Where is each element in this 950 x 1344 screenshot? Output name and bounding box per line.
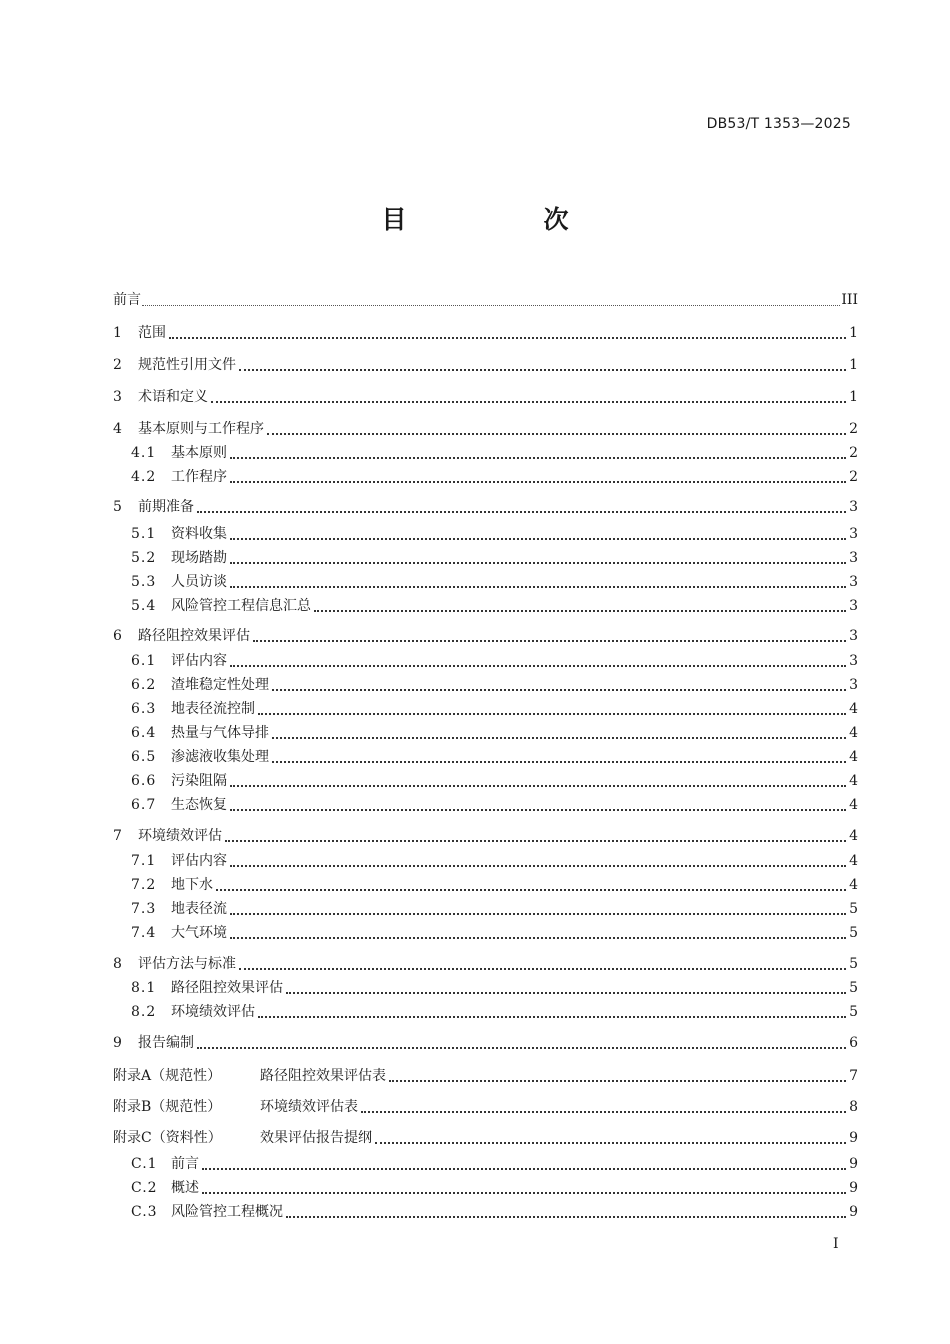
toc-entry-page: 5 — [849, 925, 858, 941]
toc-entry-label: 污染阻隔 — [171, 773, 227, 789]
toc-entry-label: 风险管控工程概况 — [171, 1204, 283, 1220]
toc-dot-leader — [389, 1080, 846, 1082]
toc-entry-page: III — [841, 292, 858, 308]
toc-entry-page: 2 — [849, 421, 858, 437]
toc-dot-leader — [230, 809, 846, 811]
toc-entry-label: 评估方法与标准 — [138, 956, 236, 972]
toc-entry-number: 4 — [113, 421, 122, 437]
toc-entry-page: 4 — [849, 725, 858, 741]
toc-entry[interactable] — [131, 675, 858, 695]
toc-dot-leader — [375, 1142, 846, 1144]
toc-entry-number: 6.6 — [131, 773, 157, 789]
toc-entry-label: 风险管控工程信息汇总 — [171, 598, 311, 614]
toc-dot-leader — [230, 562, 846, 564]
toc-entry-number: 2 — [113, 357, 122, 373]
toc-dot-leader — [169, 337, 846, 339]
toc-entry-page: 5 — [849, 1004, 858, 1020]
toc-entry-number: 7.4 — [131, 925, 157, 941]
toc-entry[interactable] — [113, 1128, 858, 1148]
toc-dot-leader — [230, 457, 846, 459]
toc-entry-page: 3 — [849, 677, 858, 693]
toc-entry-number: 7.1 — [131, 853, 157, 869]
toc-entry-number: 附录B（规范性） — [113, 1099, 222, 1115]
page-number: I — [833, 1236, 839, 1252]
page-title: 目 次 — [381, 205, 625, 234]
toc-entry-page: 3 — [849, 550, 858, 566]
toc-dot-leader — [230, 665, 846, 667]
toc-dot-leader — [211, 401, 846, 403]
toc-dot-leader — [258, 1016, 846, 1018]
toc-entry-number: 6.1 — [131, 653, 157, 669]
toc-entry-page: 1 — [849, 357, 858, 373]
toc-entry-page: 4 — [849, 773, 858, 789]
toc-entry-label: 渗滤液收集处理 — [171, 749, 269, 765]
toc-entry[interactable] — [131, 524, 858, 544]
toc-entry[interactable] — [131, 548, 858, 568]
toc-entry-label: 前言 — [171, 1156, 199, 1172]
toc-entry-label: 渣堆稳定性处理 — [171, 677, 269, 693]
toc-entry-page: 9 — [849, 1130, 858, 1146]
toc-entry[interactable] — [113, 826, 858, 846]
toc-entry[interactable] — [131, 1202, 858, 1222]
toc-entry-number: 6.3 — [131, 701, 157, 717]
toc-entry-number: 附录A（规范性） — [113, 1068, 222, 1084]
toc-dot-leader — [286, 1216, 846, 1218]
toc-entry-label: 前言 — [113, 292, 141, 308]
toc-entry[interactable] — [131, 747, 858, 767]
toc-entry-number: C.1 — [131, 1156, 158, 1172]
toc-entry-label: 现场踏勘 — [171, 550, 227, 566]
toc-dot-leader — [230, 586, 846, 588]
toc-entry-page: 9 — [849, 1156, 858, 1172]
toc-entry[interactable] — [131, 1178, 858, 1198]
toc-dot-leader — [267, 433, 846, 435]
toc-dot-leader — [253, 640, 846, 642]
toc-entry-page: 6 — [849, 1035, 858, 1051]
toc-entry-number: 4.2 — [131, 469, 157, 485]
toc-entry-page: 3 — [849, 653, 858, 669]
toc-entry-page: 4 — [849, 828, 858, 844]
toc-dot-leader — [314, 610, 846, 612]
toc-entry-label: 前期准备 — [138, 499, 194, 515]
toc-entry-label: 基本原则与工作程序 — [138, 421, 264, 437]
toc-entry[interactable] — [131, 923, 858, 943]
toc-entry-number: 5.3 — [131, 574, 157, 590]
toc-entry-label: 环境绩效评估 — [138, 828, 222, 844]
toc-entry-label: 热量与气体导排 — [171, 725, 269, 741]
toc-entry[interactable] — [113, 954, 858, 974]
toc-entry[interactable] — [131, 651, 858, 671]
toc-entry[interactable] — [131, 699, 858, 719]
toc-entry-page: 4 — [849, 749, 858, 765]
toc-entry-label: 基本原则 — [171, 445, 227, 461]
toc-entry-page: 7 — [849, 1068, 858, 1084]
toc-entry[interactable] — [113, 1033, 858, 1053]
toc-dot-leader — [230, 785, 846, 787]
toc-entry-page: 5 — [849, 980, 858, 996]
toc-dot-leader — [239, 968, 846, 970]
toc-entry-label: 评估内容 — [171, 653, 227, 669]
toc-entry-page: 3 — [849, 526, 858, 542]
toc-entry-label: 路径阻控效果评估表 — [260, 1068, 386, 1084]
toc-entry[interactable] — [113, 497, 858, 517]
toc-entry[interactable] — [131, 723, 858, 743]
toc-entry-page: 5 — [849, 901, 858, 917]
toc-entry-page: 4 — [849, 853, 858, 869]
toc-entry[interactable] — [131, 851, 858, 871]
toc-entry[interactable] — [131, 875, 858, 895]
toc-entry-label: 工作程序 — [171, 469, 227, 485]
toc-entry-label: 大气环境 — [171, 925, 227, 941]
toc-dot-leader — [230, 865, 846, 867]
toc-entry[interactable] — [113, 626, 858, 646]
toc-entry-label: 地表径流 — [171, 901, 227, 917]
toc-entry[interactable] — [113, 387, 858, 407]
toc-entry[interactable] — [113, 355, 858, 375]
toc-entry-page: 9 — [849, 1204, 858, 1220]
toc-entry-number: 5.2 — [131, 550, 157, 566]
toc-entry-number: 8.1 — [131, 980, 157, 996]
toc-entry-number: 7.2 — [131, 877, 157, 893]
toc-entry-label: 术语和定义 — [138, 389, 208, 405]
toc-entry-number: 6.2 — [131, 677, 157, 693]
toc-entry[interactable] — [131, 572, 858, 592]
toc-entry-page: 4 — [849, 701, 858, 717]
toc-entry[interactable] — [113, 419, 858, 439]
toc-dot-leader — [286, 992, 846, 994]
toc-entry-number: 5.1 — [131, 526, 157, 542]
toc-entry-label: 范围 — [138, 325, 166, 341]
toc-dot-leader — [225, 840, 846, 842]
toc-entry-page: 3 — [849, 499, 858, 515]
toc-entry[interactable] — [113, 290, 858, 310]
toc-dot-leader — [197, 511, 846, 513]
toc-entry-number: 6.7 — [131, 797, 157, 813]
toc-entry-label: 概述 — [171, 1180, 199, 1196]
toc-dot-leader — [202, 1192, 846, 1194]
toc-entry-number: 7.3 — [131, 901, 157, 917]
toc-entry-page: 3 — [849, 574, 858, 590]
toc-dot-leader — [272, 737, 846, 739]
toc-entry[interactable] — [131, 443, 858, 463]
toc-entry-number: 8 — [113, 956, 122, 972]
toc-dot-leader — [202, 1168, 846, 1170]
toc-entry-page: 1 — [849, 325, 858, 341]
toc-entry-label: 地表径流控制 — [171, 701, 255, 717]
toc-entry-label: 评估内容 — [171, 853, 227, 869]
toc-entry-number: 4.1 — [131, 445, 157, 461]
toc-entry[interactable] — [113, 1097, 858, 1117]
toc-dot-leader — [197, 1047, 846, 1049]
toc-entry-page: 5 — [849, 956, 858, 972]
toc-dot-leader — [239, 369, 846, 371]
toc-entry-number: 附录C（资料性） — [113, 1130, 222, 1146]
toc-dot-leader — [216, 889, 846, 891]
toc-entry-label: 地下水 — [171, 877, 213, 893]
toc-dot-leader — [361, 1111, 846, 1113]
toc-entry-label: 规范性引用文件 — [138, 357, 236, 373]
toc-entry-number: 9 — [113, 1035, 122, 1051]
toc-entry-number: 7 — [113, 828, 122, 844]
toc-entry-page: 4 — [849, 877, 858, 893]
toc-dot-leader — [258, 713, 846, 715]
toc-entry[interactable] — [113, 323, 858, 343]
toc-dot-leader — [142, 305, 840, 306]
toc-dot-leader — [272, 761, 846, 763]
toc-entry-number: 1 — [113, 325, 122, 341]
toc-entry-label: 环境绩效评估 — [171, 1004, 255, 1020]
toc-entry-label: 路径阻控效果评估 — [138, 628, 250, 644]
toc-entry[interactable] — [131, 596, 858, 616]
toc-entry-page: 1 — [849, 389, 858, 405]
toc-entry-page: 3 — [849, 628, 858, 644]
toc-entry[interactable] — [131, 795, 858, 815]
toc-entry-label: 资料收集 — [171, 526, 227, 542]
toc-entry[interactable] — [131, 1002, 858, 1022]
toc-entry-label: 路径阻控效果评估 — [171, 980, 283, 996]
toc-entry-label: 报告编制 — [138, 1035, 194, 1051]
toc-entry-number: C.2 — [131, 1180, 158, 1196]
toc-entry[interactable] — [113, 1066, 858, 1086]
toc-entry-number: 5.4 — [131, 598, 157, 614]
toc-entry-label: 生态恢复 — [171, 797, 227, 813]
toc-entry[interactable] — [131, 978, 858, 998]
toc-entry-page: 9 — [849, 1180, 858, 1196]
toc-entry[interactable] — [131, 467, 858, 487]
toc-entry-number: 6 — [113, 628, 122, 644]
toc-entry-number: 3 — [113, 389, 122, 405]
toc-entry[interactable] — [131, 1154, 858, 1174]
toc-entry-number: 6.4 — [131, 725, 157, 741]
toc-entry-page: 2 — [849, 469, 858, 485]
toc-entry-label: 环境绩效评估表 — [260, 1099, 358, 1115]
toc-entry-page: 4 — [849, 797, 858, 813]
toc-entry-page: 8 — [849, 1099, 858, 1115]
toc-entry-page: 2 — [849, 445, 858, 461]
toc-entry[interactable] — [131, 899, 858, 919]
toc-entry-number: 5 — [113, 499, 122, 515]
toc-dot-leader — [230, 913, 846, 915]
toc-entry-page: 3 — [849, 598, 858, 614]
toc-entry-number: C.3 — [131, 1204, 158, 1220]
toc-dot-leader — [230, 937, 846, 939]
toc-entry-label: 人员访谈 — [171, 574, 227, 590]
toc-dot-leader — [230, 538, 846, 540]
toc-entry[interactable] — [131, 771, 858, 791]
document-code: DB53/T 1353—2025 — [706, 116, 851, 132]
toc-dot-leader — [230, 481, 846, 483]
toc-entry-number: 8.2 — [131, 1004, 157, 1020]
toc-entry-label: 效果评估报告提纲 — [260, 1130, 372, 1146]
toc-entry-number: 6.5 — [131, 749, 157, 765]
toc-dot-leader — [272, 689, 846, 691]
